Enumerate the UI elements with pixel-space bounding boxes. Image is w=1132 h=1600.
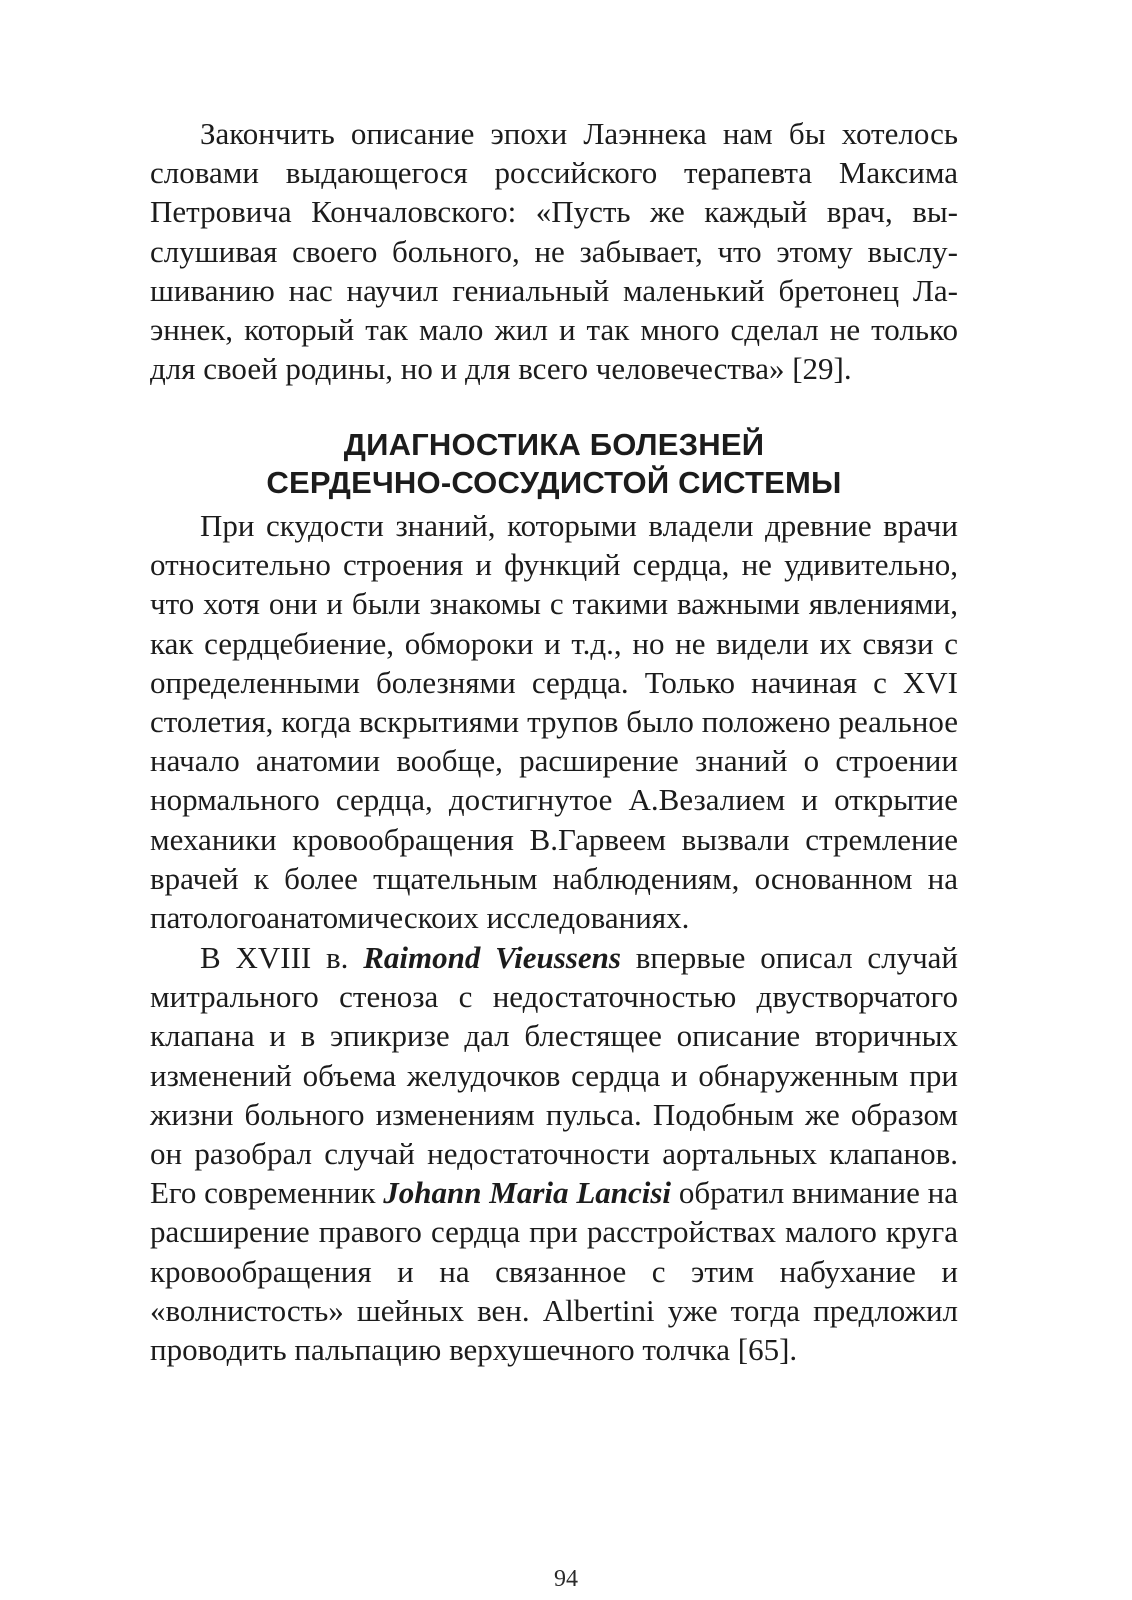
paragraph-text	[150, 938, 958, 1369]
paragraph-ancient-physicians	[150, 506, 958, 937]
paragraph-text: Закончить описание эпохи Лаэннека нам бы хотелось словами выдающегося российского терапевта Максима Петровича Кончаловского: «Пусть же каждый врач, выслушивая своего больного, не забывает, что этому выслушиванию нас научил гениальный маленький бретонец Лаэннек, который так мало жил и так много сделал не только для своей родины, но и для всего человечества» [29].	[150, 116, 958, 387]
author-name-lancisi: Johann Maria Lancisi	[383, 1175, 672, 1211]
page-number: 94	[554, 1566, 578, 1592]
heading-line-1: ДИАГНОСТИКА БОЛЕЗНЕЙ	[343, 427, 765, 462]
heading-line-2: СЕРДЕЧНО-СОСУДИСТОЙ СИСТЕМЫ	[266, 465, 842, 500]
text-fragment: В XVIII в.	[200, 940, 364, 975]
paragraph-text: При скудости знаний, которыми владели древние врачи относительно строения и функций сердца, не удивительно, что хотя они и были знакомы с такими важными явлениями, как сердцебиение, обмороки и т.д., но не видели их связи с определенными болезнями сердца. Только начиная с XVI столетия, когда вскрытиями трупов было положено реальное начало анатомии вообще, расширение знаний о строении нормального сердца, достигнутое А.Везалием и открытие механики кровообращения В.Гарвеем вызвали стремление врачей к более тщательным наблюдениям, основанном на патологоанатомическоих исследованиях.	[150, 508, 958, 936]
text-fragment: обратил внимание на расширение правого сердца при расстройствах малого круга кровообращения и на связанное с этим набухание и «волнистость» шейных вен. Albertini уже тогда предложил проводить пальпацию верхушечного толчка [65].	[150, 1175, 958, 1368]
section-heading	[150, 426, 958, 502]
text-fragment: впервые описал случай митрального стеноза с недостаточностью двустворчатого клапана и в эпикризе дал блестящее описание вторичных изменений объема желудочков сердца и обнаруженным при жизни больного изменениям пульса. Подобным же образом он разобрал случай недостаточности аортальных клапанов. Его современник	[150, 940, 959, 1211]
paragraph-laennec-epoch	[150, 114, 958, 388]
paragraph-xviii-century	[150, 938, 958, 1369]
author-name-vieussens: Raimond Vieussens	[363, 940, 621, 975]
